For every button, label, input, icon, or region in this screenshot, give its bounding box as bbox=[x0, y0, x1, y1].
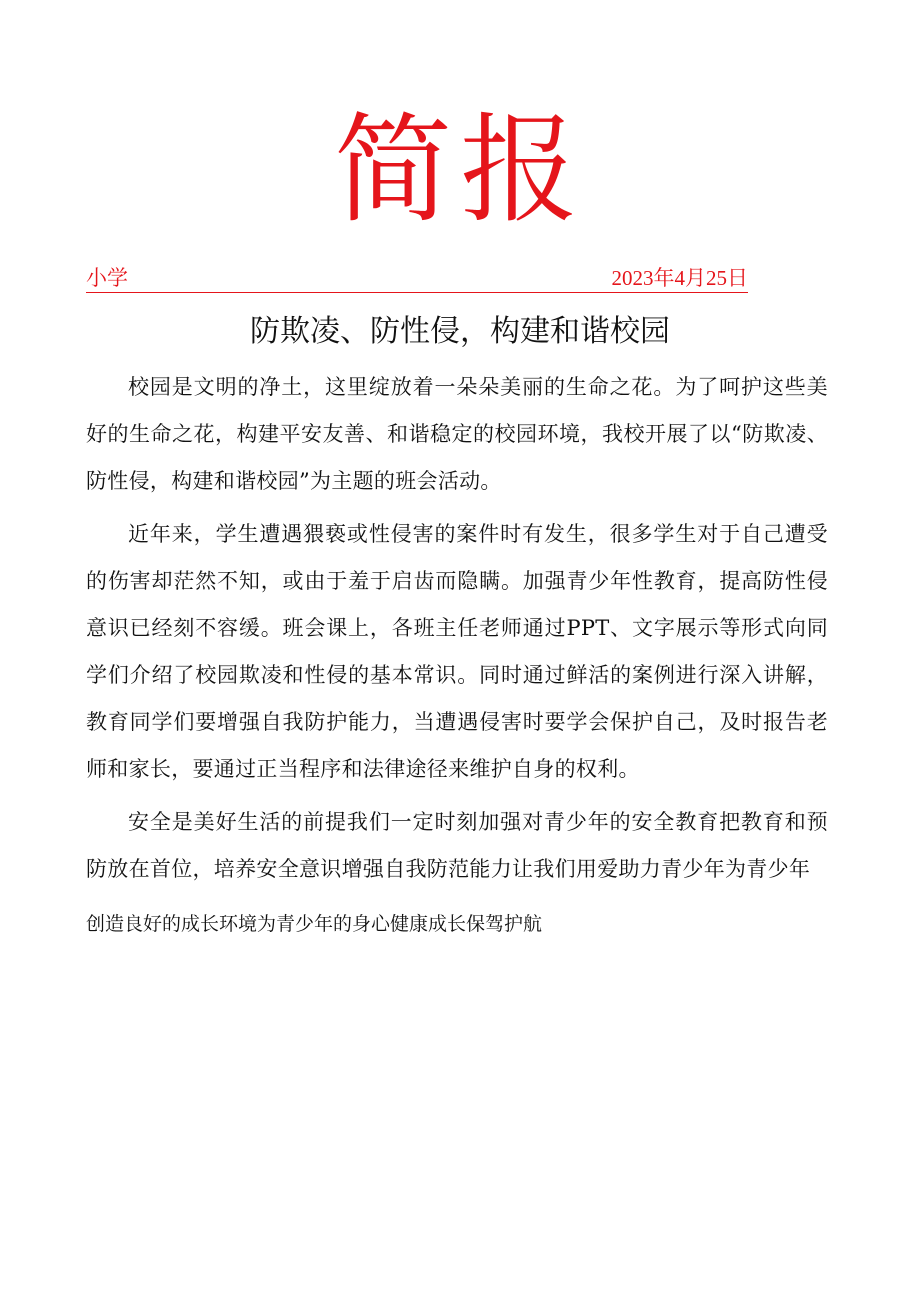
masthead-title: 简报 bbox=[333, 101, 586, 239]
article-paragraph-1: 校园是文明的净土，这里绽放着一朵朵美丽的生命之花。为了呵护这些美好的生命之花，构建平安友善、和谐稳定的校园环境，我校开展了以“防欺凌、防性侵，构建和谐校园”为主题的班会活动。 bbox=[86, 375, 828, 493]
article-body bbox=[86, 364, 828, 893]
article-paragraph-2: 近年来，学生遭遇猥亵或性侵害的案件时有发生，很多学生对于自己遭受的伤害却茫然不知，或由于羞于启齿而隐瞒。加强青少年性教育，提高防性侵意识已经刻不容缓。班会课上，各班主任老师通过PPT、文字展示等形式向同学们介绍了校园欺凌和性侵的基本常识。同时通过鲜活的案例进行深入讲解，教育同学们要增强自我防护能力，当遭遇侵害时要学会保护自己，及时报告老师和家长，要通过正当程序和法律途径来维护自身的权利。 bbox=[86, 522, 828, 781]
article-paragraph-3: 安全是美好生活的前提我们一定时刻加强对青少年的安全教育把教育和预防放在首位，培养安全意识增强自我防范能力让我们用爱助力青少年为青少年 bbox=[86, 810, 828, 881]
article-headline: 防欺凌、防性侵，构建和谐校园 bbox=[250, 314, 670, 349]
issue-header-line bbox=[86, 264, 748, 293]
issue-date: 2023年4月25日 bbox=[611, 266, 748, 290]
school-name: 小学 bbox=[86, 266, 128, 290]
article-closing-line: 创造良好的成长环境为青少年的身心健康成长保驾护航 bbox=[86, 913, 543, 935]
